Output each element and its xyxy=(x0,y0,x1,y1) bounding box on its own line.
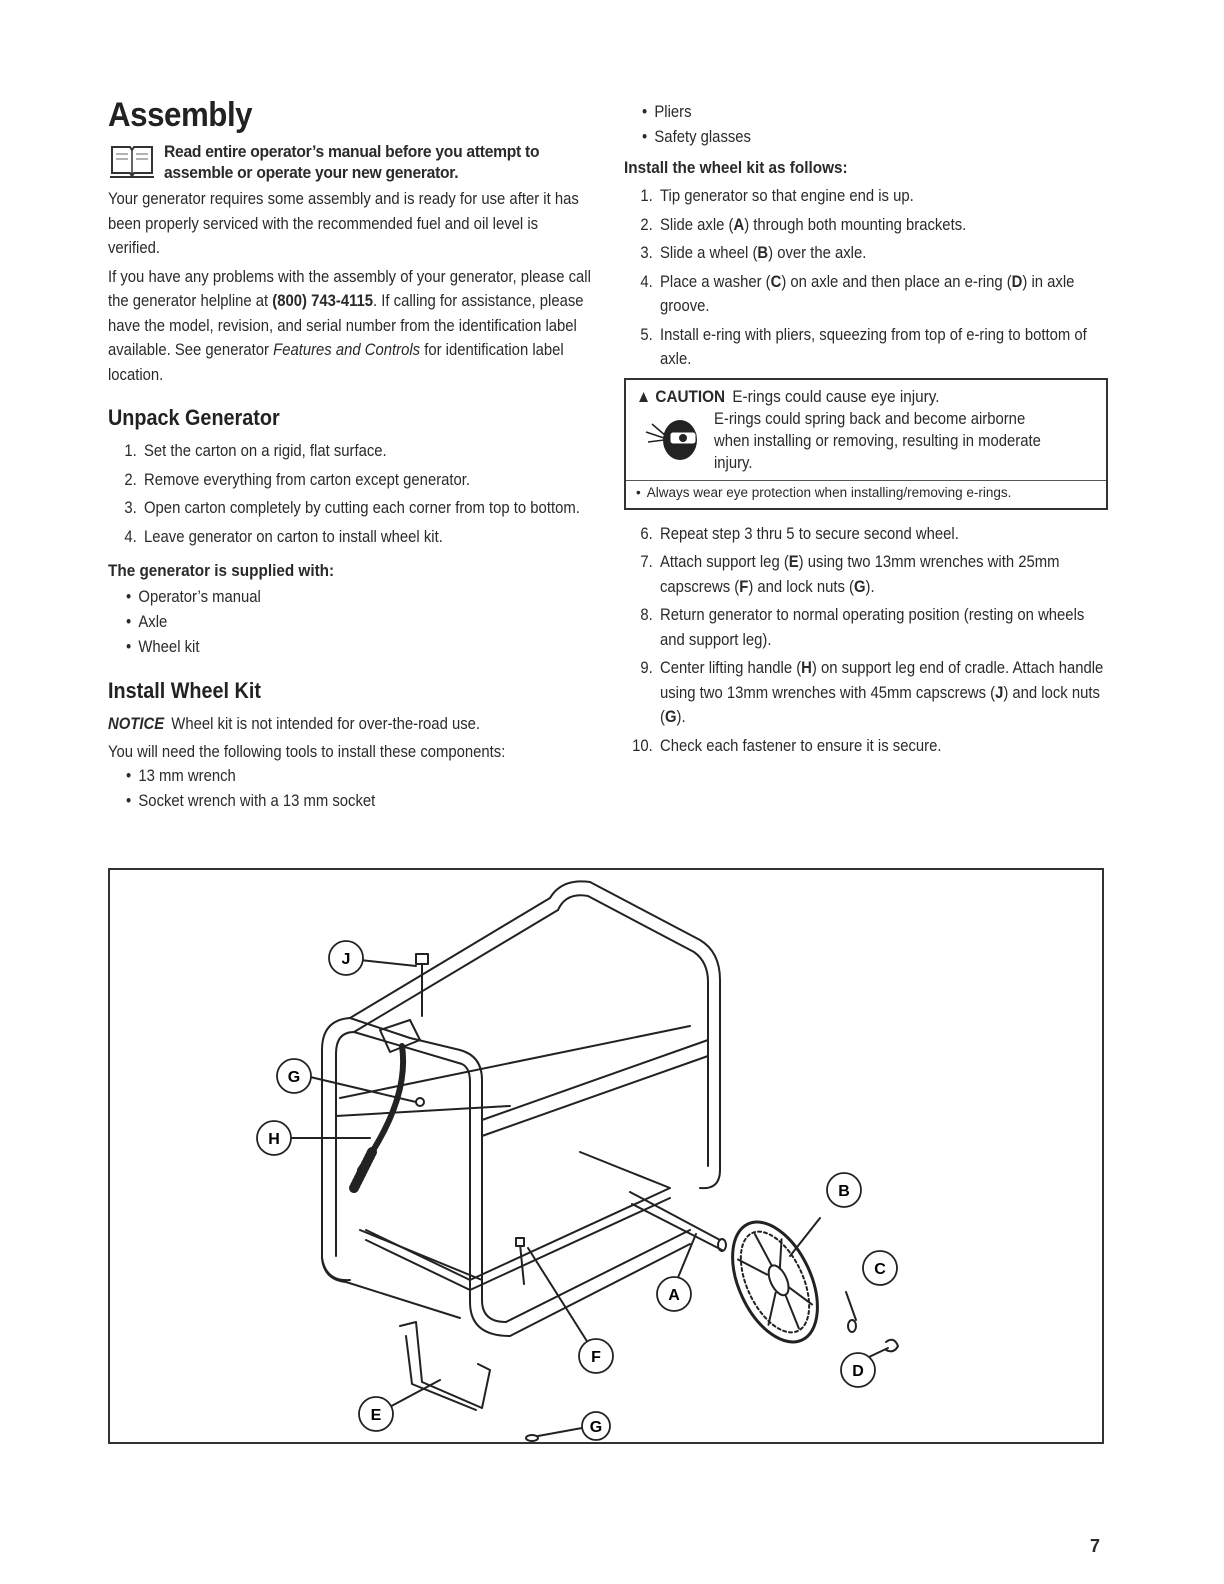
step-text: Open carton completely by cutting each corner from top to bottom. xyxy=(144,499,580,517)
tools-list xyxy=(108,764,598,814)
step-text xyxy=(660,656,1110,730)
callout-letter: F xyxy=(591,1349,601,1366)
step-text xyxy=(660,734,941,759)
list-item xyxy=(624,656,1110,730)
list-item: • 13 mm wrench xyxy=(108,764,549,789)
frame-crossbar-2 xyxy=(336,1106,510,1116)
callout-c xyxy=(863,1251,897,1285)
caution-box xyxy=(624,378,1108,510)
part-letter: F xyxy=(739,577,749,596)
frame-crossbar-1 xyxy=(340,1026,690,1098)
e-ring xyxy=(886,1340,898,1352)
step-text xyxy=(660,241,866,266)
washer xyxy=(848,1320,856,1332)
frame-front-loop-inner xyxy=(336,1032,690,1336)
wheel-kit-heading: Install Wheel Kit xyxy=(108,678,261,703)
part-letter: G xyxy=(664,708,677,726)
step-number: 4. xyxy=(124,527,137,546)
supplied-list xyxy=(108,585,598,660)
callout-letter: G xyxy=(287,1069,301,1086)
callout-letter: D xyxy=(852,1363,864,1380)
step-part: Attach support leg ( xyxy=(660,553,789,571)
list-item: • Wheel kit xyxy=(108,635,549,660)
step-part: Install e-ring with pliers, squeezing from top of e-ring to bottom of axle. xyxy=(660,325,1087,368)
step-number: 3. xyxy=(640,244,653,262)
step-number: 1. xyxy=(124,442,137,460)
step-part: Tip generator so that engine end is up. xyxy=(660,187,914,205)
list-item xyxy=(624,323,1110,372)
list-item xyxy=(624,734,1110,759)
step-number: 9. xyxy=(640,659,653,677)
eye-injury-hazard-icon xyxy=(644,410,702,468)
install-steps-a xyxy=(624,184,1114,372)
generator-frame-drawing xyxy=(110,870,1102,1442)
install-steps-b xyxy=(624,522,1114,759)
step-part: Check each fastener to ensure it is secure. xyxy=(660,736,942,755)
part-letter: H xyxy=(801,659,812,677)
list-item: • Pliers xyxy=(624,100,1065,125)
list-item xyxy=(624,184,1110,209)
step-part: ) on support leg end of cradle. Attach handle using two 13mm wrenches with 45mm capscrews ( xyxy=(660,659,1104,702)
unpack-heading: Unpack Generator xyxy=(108,405,280,430)
step-part: Center lifting handle ( xyxy=(660,659,802,677)
step-text xyxy=(660,603,1110,652)
step-part: ) and lock nuts ( xyxy=(748,577,854,596)
list-item: • Socket wrench with a 13 mm socket xyxy=(108,789,549,814)
step-text: Remove everything from carton except generator. xyxy=(144,470,471,489)
list-item xyxy=(624,213,1110,238)
intro-paragraph-1: Your generator requires some assembly and is ready for use after it has been properly serviced with the recommended fuel and oil level is verified. xyxy=(108,190,579,257)
step-part: ) and lock nuts ( xyxy=(660,683,1100,726)
caution-description: E-rings could spring back and become airborne when installing or removing, resulting in moderate injury. xyxy=(714,409,1041,472)
read-manual-notice xyxy=(108,141,598,183)
notice-text: Wheel kit is not intended for over-the-road use. xyxy=(171,715,481,733)
axle xyxy=(630,1192,720,1240)
step-number: 8. xyxy=(640,606,653,624)
step-number: 2. xyxy=(124,470,137,489)
step-part: Slide a wheel ( xyxy=(660,244,758,262)
callout-letter: A xyxy=(668,1287,680,1304)
step-number: 1. xyxy=(640,187,653,205)
caution-label: CAUTION xyxy=(655,386,726,406)
step-part: ). xyxy=(865,577,875,596)
frame-top-rail-inner xyxy=(354,910,558,1032)
frame-crossbar-3 xyxy=(482,1040,708,1120)
list-item: • Operator’s manual xyxy=(108,585,549,610)
intro-p2-b: . If calling for assistance, please have the model, revision, and serial number from the identification label available. See generator xyxy=(108,292,584,359)
supplied-heading: The generator is supplied with: xyxy=(108,561,335,580)
helpline-number: (800) 743-4115 xyxy=(272,292,374,310)
lifting-handle xyxy=(360,1046,403,1170)
bullet-icon: • xyxy=(636,484,641,500)
capscrew-f xyxy=(520,1244,524,1284)
callout-a xyxy=(657,1277,691,1311)
part-letter: J xyxy=(995,683,1004,702)
step-part: ) over the axle. xyxy=(768,244,867,262)
unpack-steps xyxy=(108,439,598,549)
intro-paragraph-2 xyxy=(108,265,594,388)
step-text xyxy=(660,184,914,209)
page-number: 7 xyxy=(1090,1536,1101,1556)
list-item xyxy=(108,468,594,493)
notice-label: NOTICE xyxy=(108,715,165,733)
callout-j xyxy=(329,941,363,975)
lifting-handle-grip xyxy=(354,1152,372,1188)
intro-p2-a: If you have any problems with the assembly of your generator, please call the generator helpline at xyxy=(108,267,591,310)
step-text: Leave generator on carton to install wheel kit. xyxy=(144,527,443,546)
list-item xyxy=(108,525,594,550)
read-manual-text: Read entire operator’s manual before you attempt to assemble or operate your new generator. xyxy=(164,142,540,182)
step-number: 5. xyxy=(640,325,653,344)
step-part: Slide axle ( xyxy=(660,215,734,234)
step-part: Place a washer ( xyxy=(660,272,771,291)
callout-h xyxy=(257,1121,291,1155)
callout-letter: B xyxy=(838,1183,850,1200)
list-item xyxy=(108,496,594,521)
callout-letter: E xyxy=(370,1407,382,1424)
install-heading: Install the wheel kit as follows: xyxy=(624,158,848,177)
assembly-diagram xyxy=(108,868,1104,1444)
frame-base-rail xyxy=(322,1258,460,1318)
caution-headline: E-rings could cause eye injury. xyxy=(732,386,940,406)
step-number: 10. xyxy=(632,736,653,755)
step-text xyxy=(660,270,1110,319)
callout-f xyxy=(579,1339,613,1373)
frame-base-rail-2 xyxy=(360,1230,482,1280)
step-number: 7. xyxy=(640,553,653,571)
step-text: Set the carton on a rigid, flat surface. xyxy=(144,442,387,460)
step-part: Return generator to normal operating position (resting on wheels and support leg). xyxy=(660,606,1085,649)
callout-e xyxy=(359,1397,393,1431)
callout-letter: H xyxy=(268,1131,280,1148)
left-column xyxy=(108,96,598,814)
step-text xyxy=(660,550,1110,599)
part-letter: G xyxy=(853,577,866,596)
step-text xyxy=(660,213,966,238)
callout-letter: G xyxy=(589,1419,603,1436)
frame-top-rail xyxy=(350,898,550,1018)
list-item xyxy=(624,550,1110,599)
step-part: ) in axle groove. xyxy=(660,272,1075,315)
frame-crossbar-4 xyxy=(482,1056,708,1136)
part-letter: A xyxy=(733,215,745,234)
part-letter: C xyxy=(770,272,782,291)
list-item: • Safety glasses xyxy=(624,125,1065,150)
list-item xyxy=(108,439,594,464)
callout-letter: J xyxy=(341,951,351,968)
callout-letter: C xyxy=(874,1261,886,1278)
step-part: ). xyxy=(676,708,686,726)
part-letter: D xyxy=(1011,272,1023,291)
right-column xyxy=(624,100,1114,762)
callout-g-lower xyxy=(582,1412,610,1440)
tools-intro: You will need the following tools to install these components: xyxy=(108,743,506,761)
callout-b xyxy=(827,1173,861,1207)
part-letter: E xyxy=(788,553,799,571)
frame-base-plate xyxy=(366,1152,670,1280)
caution-header xyxy=(636,386,1095,408)
list-item xyxy=(624,603,1110,652)
list-item xyxy=(624,241,1110,266)
warning-triangle-icon: ▲ xyxy=(636,386,652,406)
intro-p2-c: for identification label location. xyxy=(108,341,564,384)
open-book-icon xyxy=(108,141,156,181)
part-letter: B xyxy=(757,244,769,262)
list-item xyxy=(624,522,1110,547)
list-item: • Axle xyxy=(108,610,549,635)
caution-note xyxy=(626,480,1106,502)
step-part: ) on axle and then place an e-ring ( xyxy=(781,272,1012,291)
step-text xyxy=(660,323,1110,372)
step-number: 3. xyxy=(124,499,137,517)
wheel xyxy=(715,1209,834,1355)
step-number: 2. xyxy=(640,215,653,234)
step-part: Repeat step 3 thru 5 to secure second wheel. xyxy=(660,524,959,543)
step-number: 4. xyxy=(640,272,653,291)
list-item xyxy=(624,270,1110,319)
step-part: ) using two 13mm wrenches with 25mm capscrews ( xyxy=(660,553,1060,596)
frame-back-loop-inner xyxy=(558,895,708,1166)
step-part: ) through both mounting brackets. xyxy=(744,215,967,234)
step-number: 6. xyxy=(640,524,653,543)
frame-back-loop xyxy=(550,881,720,1188)
page-title: Assembly xyxy=(108,96,253,134)
caution-body xyxy=(636,408,1098,474)
lock-nut xyxy=(526,1435,538,1441)
features-controls-ref: Features and Controls xyxy=(273,341,421,359)
step-text xyxy=(660,522,959,547)
callout-g-upper xyxy=(277,1059,311,1093)
caution-note-text: Always wear eye protection when installing/removing e-rings. xyxy=(646,484,1012,500)
tools-list-continued xyxy=(624,100,1114,150)
callout-d xyxy=(841,1353,875,1387)
notice xyxy=(108,712,612,736)
